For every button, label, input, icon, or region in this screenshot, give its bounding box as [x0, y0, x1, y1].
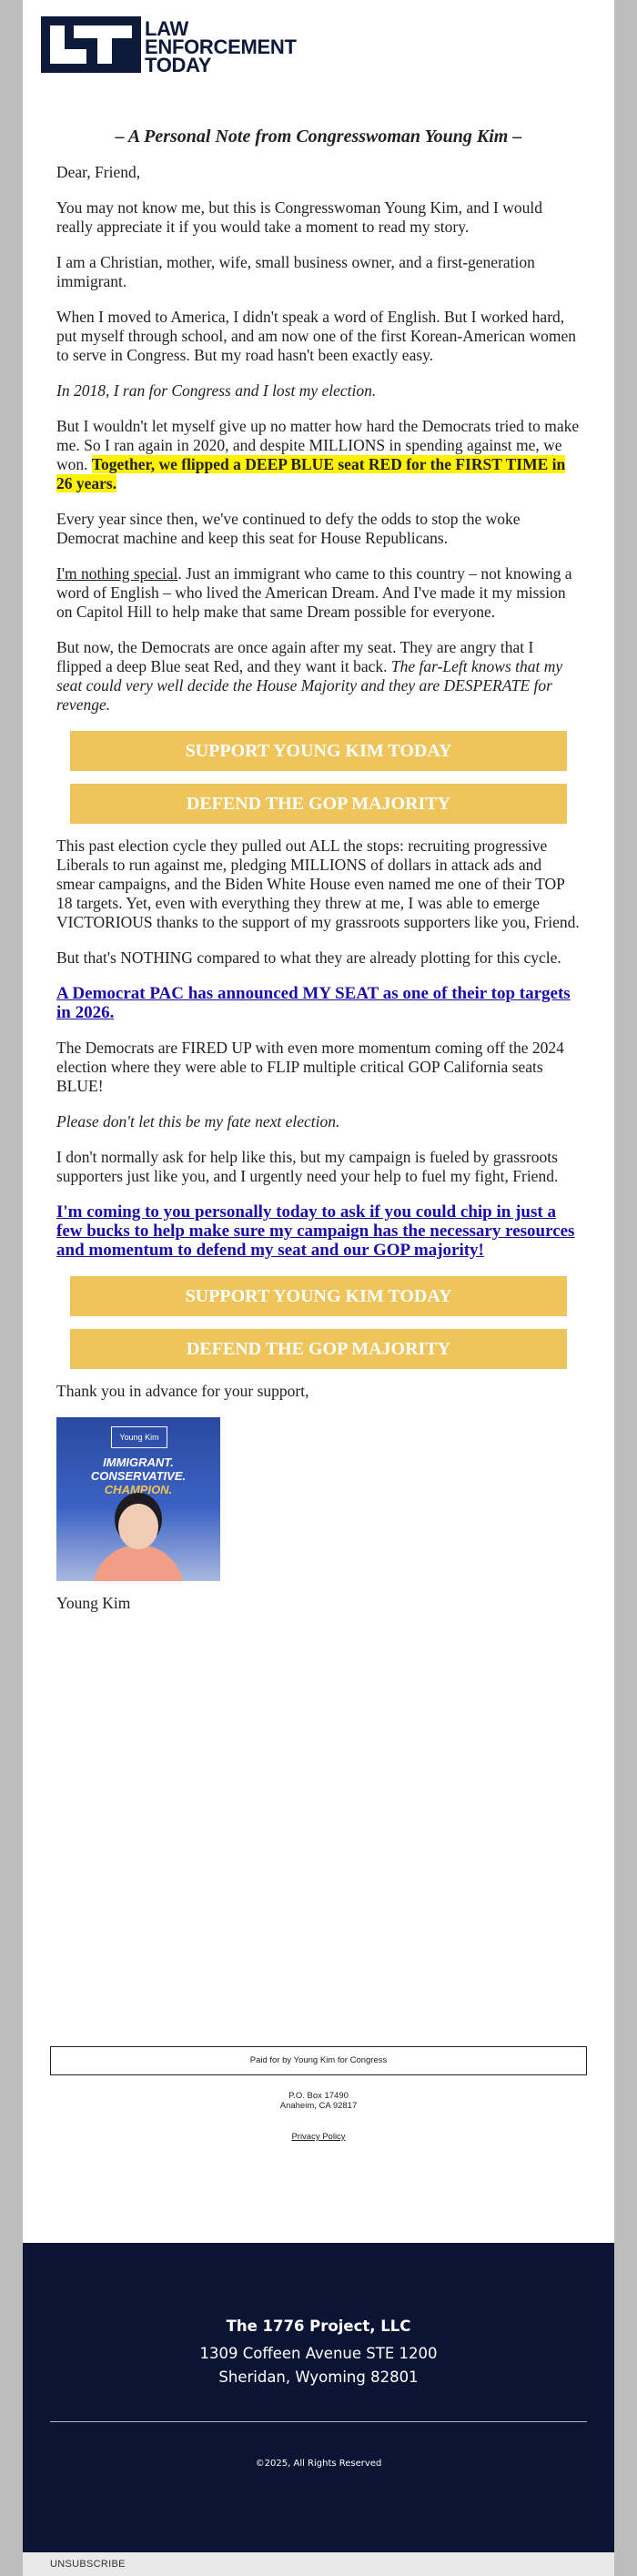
- photo-tag-line-2: CONSERVATIVE.: [90, 1469, 187, 1483]
- defend-gop-majority-button-2[interactable]: DEFEND THE GOP MAJORITY: [70, 1329, 567, 1369]
- paragraph-2018-loss: [56, 381, 581, 401]
- young-kim-campaign-photo: [56, 1417, 220, 1581]
- defend-gop-majority-button[interactable]: DEFEND THE GOP MAJORITY: [70, 784, 567, 824]
- paragraph-defy-odds: Every year since then, we've continued to defy the odds to stop the woke Democrat machine and keep this seat for House Republicans.: [56, 510, 521, 547]
- greeting: Dear, Friend,: [56, 163, 141, 181]
- publisher-name: The 1776 Project, LLC: [226, 2317, 411, 2335]
- photo-badge: Young Kim: [111, 1426, 167, 1448]
- publisher-address-1: 1309 Coffeen Avenue STE 1200: [199, 2345, 438, 2362]
- paragraph-immigrant-story: When I moved to America, I didn't speak a word of English. But I worked hard, put myself through school, and am now one of the first Korean-American women to serve in Congress. But my road hasn't been exactly easy.: [56, 308, 577, 364]
- paragraph-2018-loss-text: In 2018, I ran for Congress and I lost my election.: [56, 381, 377, 400]
- footer-divider: [50, 2421, 587, 2422]
- letter-body: [56, 127, 581, 1629]
- paragraph-nothing-compared: But that's NOTHING compared to what they are already plotting for this cycle.: [56, 948, 561, 967]
- cta-group-2: [56, 1276, 581, 1369]
- support-young-kim-button-2[interactable]: SUPPORT YOUNG KIM TODAY: [70, 1276, 567, 1316]
- cta-group-1: [56, 731, 581, 824]
- italic-far-left: The far-Left knows that my seat could very well decide the House Majority and they are DESPERATE for revenge.: [56, 657, 563, 714]
- law-enforcement-today-logo[interactable]: [41, 16, 297, 75]
- logo-line-3: TODAY: [145, 54, 212, 76]
- logo-line-2: ENFORCEMENT: [145, 35, 297, 58]
- signature: Young Kim: [56, 1594, 131, 1612]
- photo-tag-line-1: IMMIGRANT.: [103, 1455, 174, 1469]
- photo-tagline: [56, 1455, 220, 1496]
- underline-nothing-special: I'm nothing special: [56, 564, 178, 583]
- paragraph-chip-in-link: [56, 1202, 581, 1260]
- paragraph-intro: You may not know me, but this is Congresswoman Young Kim, and I would really appreciate it if you would take a moment to read my story.: [56, 198, 542, 236]
- publisher-address-2: Sheridan, Wyoming 82801: [218, 2368, 419, 2386]
- copyright: ©2025, All Rights Reserved: [255, 2459, 382, 2469]
- paragraph-nothing-special: [56, 564, 581, 622]
- paragraph-fate-text: Please don't let this be my fate next election.: [56, 1112, 340, 1131]
- democrat-pac-link[interactable]: A Democrat PAC has announced MY SEAT as one of their top targets in 2026.: [56, 984, 571, 1022]
- privacy-policy-link[interactable]: Privacy Policy: [291, 2132, 346, 2142]
- chip-in-link[interactable]: I'm coming to you personally today to ask if you could chip in just a few bucks to help make sure my campaign has the necessary resources and momentum to defend my seat and our GOP majority!: [56, 1202, 575, 1260]
- paragraph-nothing-special-text: . Just an immigrant who came to this country – not knowing a word of English – who lived the American Dream. And I've made it my mission on Capitol Hill to help make that same Dream possible for everyone.: [56, 564, 572, 621]
- photo-portrait-body: [93, 1545, 184, 1581]
- paragraph-fate: [56, 1112, 581, 1131]
- paragraph-democrats-after-seat: [56, 638, 581, 715]
- unsubscribe-link[interactable]: UNSUBSCRIBE: [50, 2559, 126, 2570]
- paragraph-fired-up: The Democrats are FIRED UP with even more momentum coming off the 2024 election where they were able to FLIP multiple critical GOP California seats BLUE!: [56, 1039, 564, 1095]
- paragraph-2020-win-text: But I wouldn't let myself give up no matter how hard the Democrats tried to make me. So I ran again in 2020, and despite MILLIONS in spending against me, we won.: [56, 417, 580, 473]
- paragraph-identity: I am a Christian, mother, wife, small business owner, and a first-generation immigrant.: [56, 253, 535, 290]
- paragraph-election-cycle: This past election cycle they pulled out ALL the stops: recruiting progressive Liberals to run against me, pledging MILLIONS of dollars in attack ads and smear campaigns, and the Biden White House even named me one of their TOP 18 targets. Yet, even with everything they threw at me, I was able to emerge VICTORIOUS thanks to the support of my grassroots supporters like you, Friend.: [56, 837, 580, 931]
- photo-portrait-head: [118, 1504, 158, 1549]
- paragraph-ask: I don't normally ask for help like this, but my campaign is fueled by grassroots supporters just like you, and I urgently need your help to fuel my fight, Friend.: [56, 1148, 559, 1185]
- paragraph-pac-link: [56, 984, 581, 1022]
- address-line-1: P.O. Box 17490: [288, 2091, 349, 2101]
- paragraph-democrats-text: But now, the Democrats are once again after my seat. They are angry that I flipped a deep Blue seat Red, and they want it back.: [56, 638, 534, 675]
- logo-line-1: LAW: [145, 17, 188, 40]
- letter-title: – A Personal Note from Congresswoman Young Kim –: [115, 127, 522, 147]
- mailing-address: [23, 2091, 614, 2111]
- logo-mark-icon: [41, 16, 141, 73]
- logo-wordmark: [145, 16, 297, 75]
- paid-for-disclaimer: Paid for by Young Kim for Congress: [50, 2046, 587, 2075]
- support-young-kim-button[interactable]: SUPPORT YOUNG KIM TODAY: [70, 731, 567, 771]
- closing: Thank you in advance for your support,: [56, 1382, 309, 1400]
- photo-tag-line-3: CHAMPION.: [104, 1483, 173, 1496]
- highlight-flipped-seat: Together, we flipped a DEEP BLUE seat RED for the FIRST TIME in 26 years.: [56, 455, 566, 492]
- paragraph-2020-win: [56, 417, 581, 493]
- address-line-2: Anaheim, CA 92817: [279, 2101, 358, 2111]
- email-sheet: [23, 0, 614, 2576]
- publisher-footer: [23, 2243, 614, 2552]
